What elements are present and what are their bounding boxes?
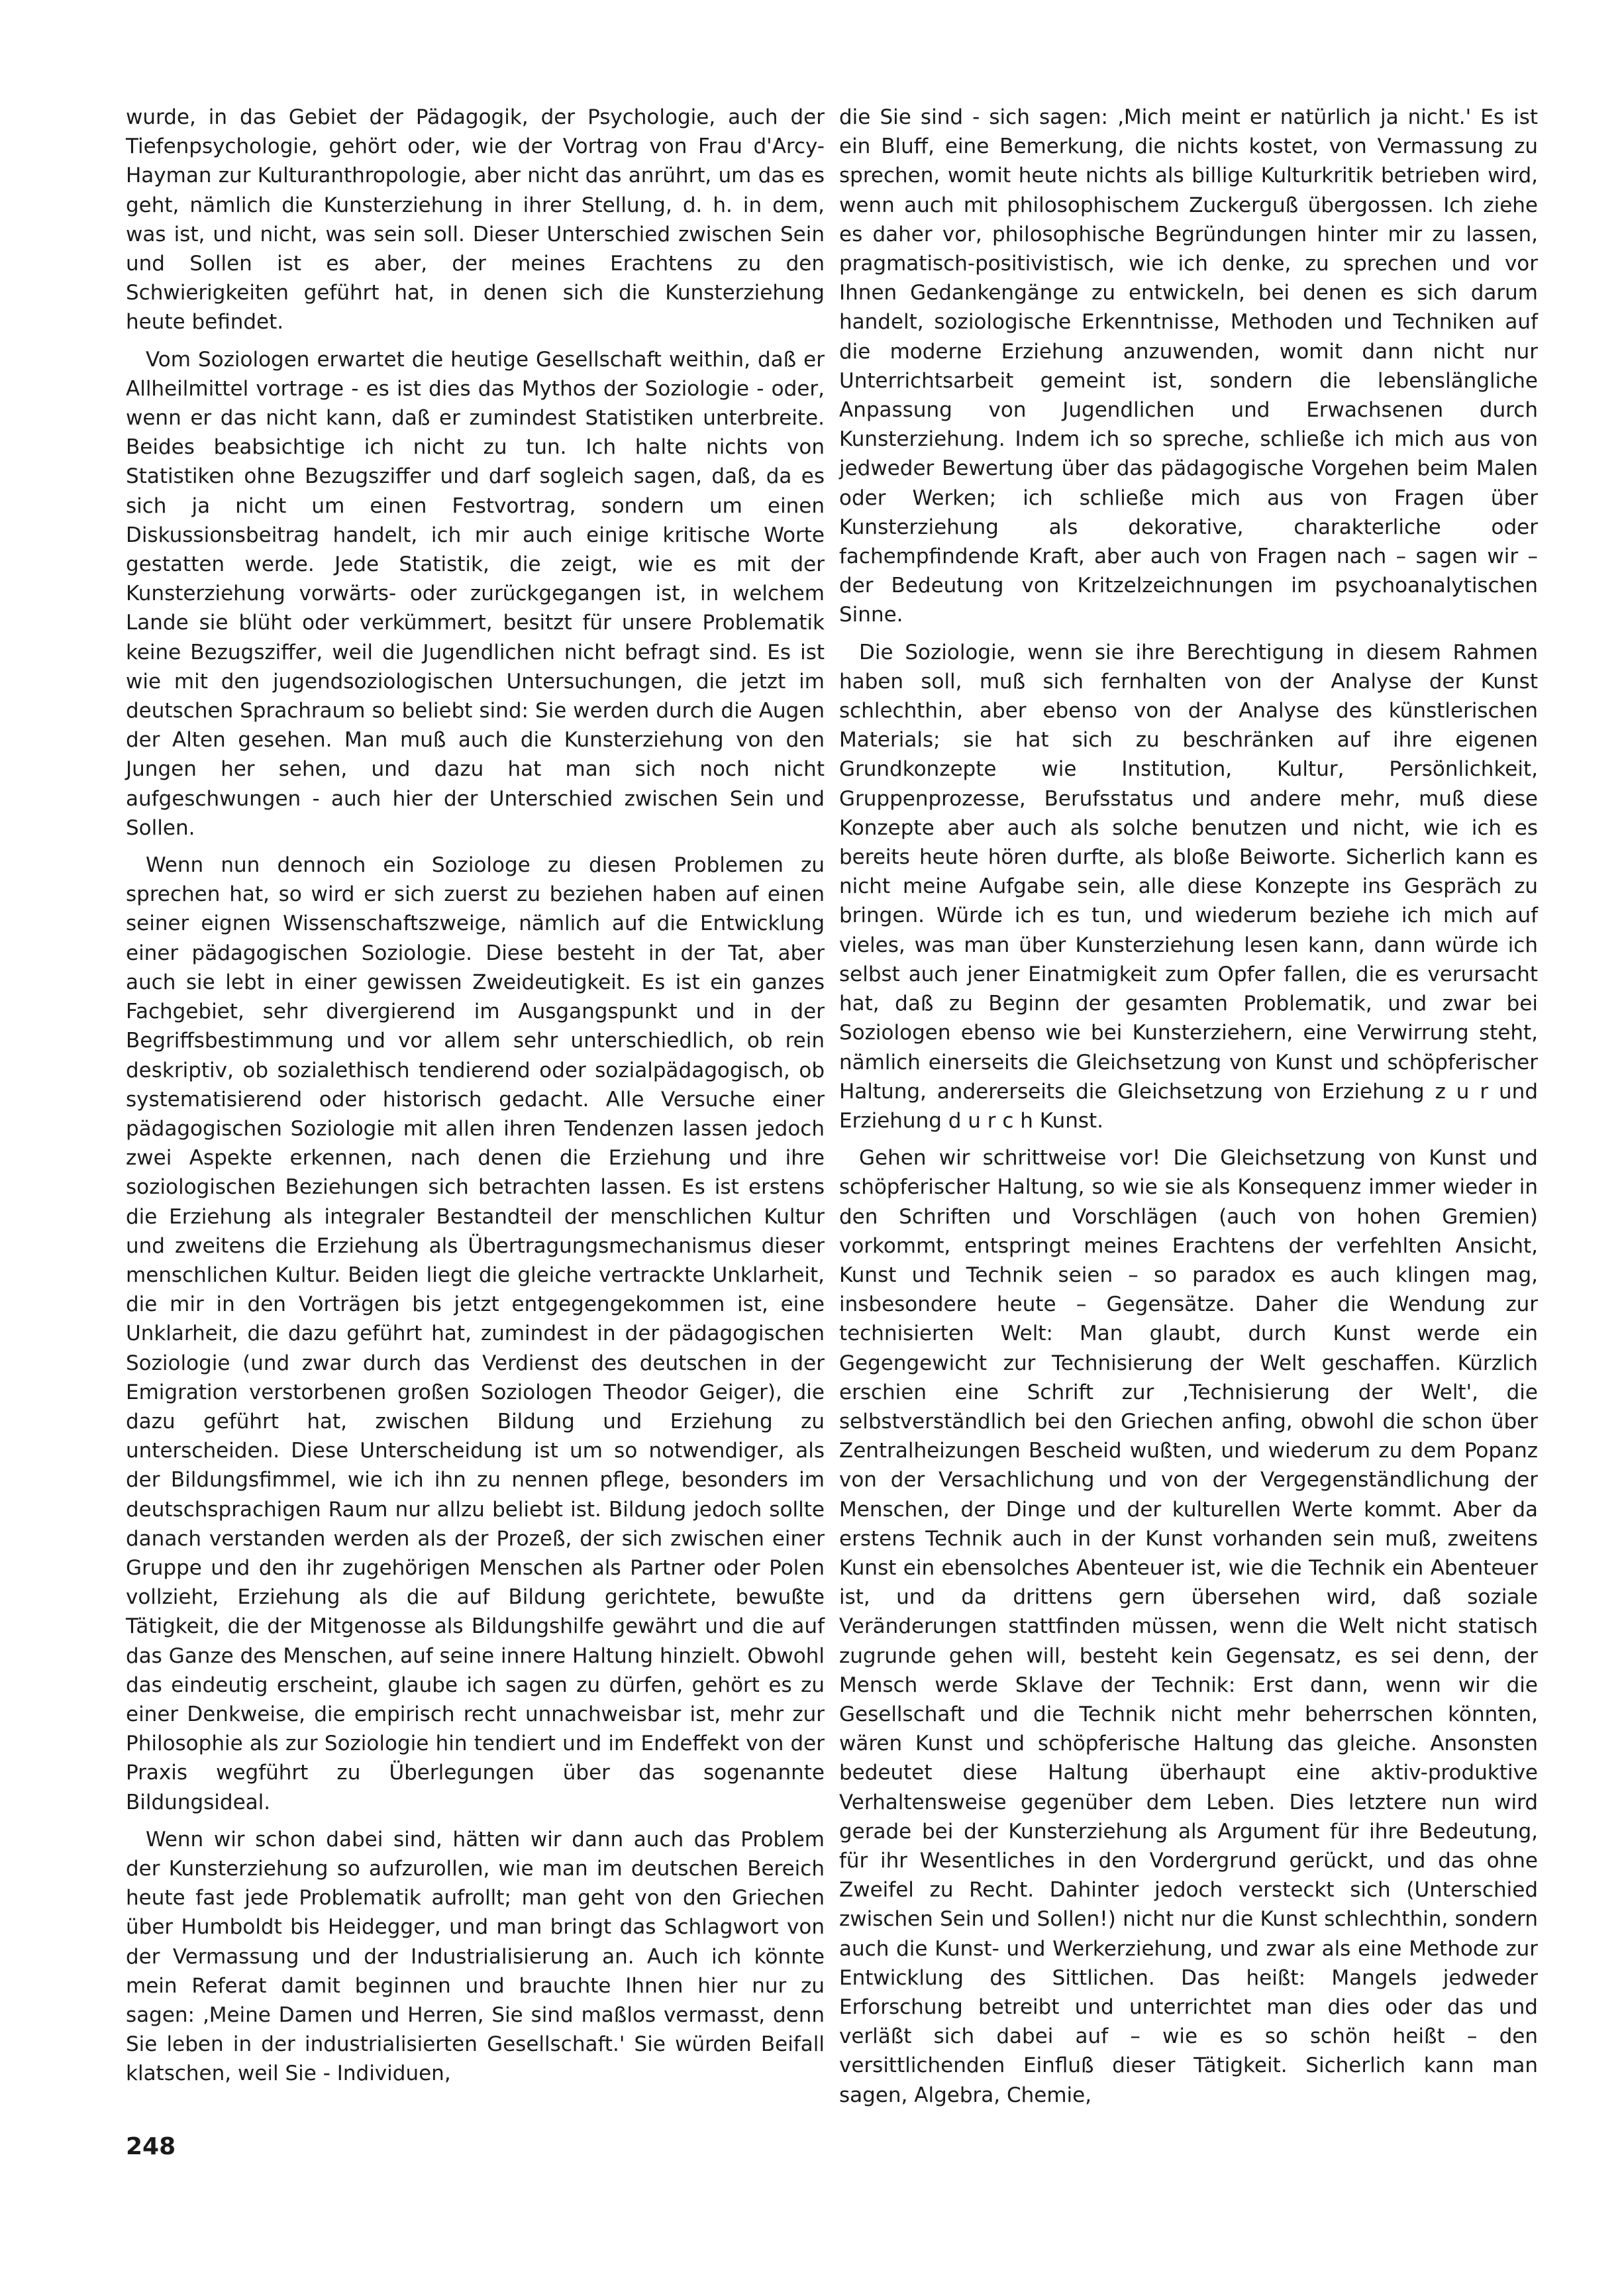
- left-paragraph-3: Wenn nun dennoch ein Soziologe zu diesen Problemen zu sprechen hat, so wird er sich zuerst zu beziehen haben auf einen seiner eignen Wissenschaftszweige, nämlich auf die Entwicklung einer pädagogischen Soziologie. Diese besteht in der Tat, aber auch sie lebt in einer gewissen Zweideutigkeit. Es ist ein ganzes Fachgebiet, sehr divergierend im Ausgangspunkt und in der Begriffsbestimmung und vor allem sehr unterschiedlich, ob rein deskriptiv, ob sozialethisch tendierend oder sozialpädagogisch, ob systematisierend oder historisch gedacht. Alle Versuche einer pädagogischen Soziologie mit allen ihren Tendenzen lassen jedoch zwei Aspekte erkennen, nach denen die Erziehung und ihre soziologischen Beziehungen sich betrachten lassen. Es ist erstens die Erziehung als integraler Bestandteil der menschlichen Kultur und zweitens die Erziehung als Übertragungsmechanismus dieser menschlichen Kultur. Beiden liegt die gleiche vertrackte Unklarheit, die mir in den Vorträgen bis jetzt entgegengekommen ist, eine Unklarheit, die dazu geführt hat, zumindest in der pädagogischen Soziologie (und zwar durch das Verdienst des deutschen in der Emigration verstorbenen großen Soziologen Theodor Geiger), die dazu geführt hat, zwischen Bildung und Erziehung zu unterscheiden. Diese Unterscheidung ist um so notwendiger, als der Bildungsfimmel, wie ich ihn zu nennen pflege, besonders im deutschsprachigen Raum nur allzu beliebt ist. Bildung jedoch sollte danach verstanden werden als der Prozeß, der sich zwischen einer Gruppe und den ihr zugehörigen Menschen als Partner oder Polen vollzieht, Erziehung als die auf Bildung gerichtete, bewußte Tätigkeit, die der Mitgenosse als Bildungshilfe gewährt und die auf das Ganze des Menschen, auf seine innere Haltung hinzielt. Obwohl das eindeutig erscheint, glaube ich sagen zu dürfen, gehört es zu einer Denkweise, die empirisch recht unnachweisbar ist, mehr zur Philosophie als zur Soziologie hin tendiert und im Endeffekt von der Praxis wegführt zu Überlegungen über das sogenannte Bildungsideal.: [126, 853, 825, 1814]
- left-paragraph-4: Wenn wir schon dabei sind, hätten wir dann auch das Problem der Kunsterziehung so aufzurollen, wie man im deutschen Bereich heute fast jede Problematik aufrollt; man geht von den Griechen über Humboldt bis Heidegger, und man bringt das Schlagwort von der Vermassung und der Industrialisierung an. Auch ich könnte mein Referat damit beginnen und brauchte Ihnen hier nur zu sagen: ‚Meine Damen und Herren, Sie sind maßlos vermasst, denn Sie leben in der industrialisierten Gesellschaft.' Sie würden Beifall klatschen, weil Sie - Individuen,: [126, 1827, 825, 2086]
- page-number: 248: [126, 2133, 176, 2160]
- right-column: [839, 103, 1538, 2110]
- right-paragraph-1: die Sie sind - sich sagen: ‚Mich meint er natürlich ja nicht.' Es ist ein Bluff, eine Bemerkung, die nichts kostet, von Vermassung zu sprechen, womit heute nichts als billige Kulturkritik betrieben wird, wenn auch mit philosophischem Zuckerguß übergossen. Ich ziehe es daher vor, philosophische Begründungen hinter mir zu lassen, pragmatisch-positivistisch, wie ich denke, zu sprechen und vor Ihnen Gedankengänge zu entwickeln, bei denen es sich darum handelt, soziologische Erkenntnisse, Methoden und Techniken auf die moderne Erziehung anzuwenden, womit dann nicht nur Unterrichtsarbeit gemeint ist, sondern die lebenslängliche Anpassung von Jugendlichen und Erwachsenen durch Kunsterziehung. Indem ich so spreche, schließe ich mich aus von jedweder Bewertung über das pädagogische Vorgehen beim Malen oder Werken; ich schließe mich aus von Fragen über Kunsterziehung als dekorative, charakterliche oder fachempfindende Kraft, aber auch von Fragen nach – sagen wir – der Bedeutung von Kritzelzeichnungen im psychoanalytischen Sinne.: [839, 105, 1538, 627]
- left-column: [126, 103, 825, 2089]
- right-paragraph-2: Die Soziologie, wenn sie ihre Berechtigung in diesem Rahmen haben soll, muß sich fernhalten von der Analyse der Kunst schlechthin, aber ebenso von der Analyse des künstlerischen Materials; sie hat sich zu beschränken auf ihre eigenen Grundkonzepte wie Institution, Kultur, Persönlichkeit, Gruppenprozesse, Berufsstatus und andere mehr, muß diese Konzepte aber auch als solche benutzen und nicht, wie ich es bereits heute hören durfte, als bloße Beiworte. Sicherlich kann es nicht meine Aufgabe sein, alle diese Konzepte ins Gespräch zu bringen. Würde ich es tun, und wiederum beziehe ich mich auf vieles, was man über Kunsterziehung lesen kann, dann würde ich selbst auch jener Einatmigkeit zum Opfer fallen, die es verursacht hat, daß zu Beginn der gesamten Problematik, und zwar bei Soziologen ebenso wie bei Kunsterziehern, eine Verwirrung steht, nämlich einerseits die Gleichsetzung von Kunst und schöpferischer Haltung, andererseits die Gleichsetzung von Erziehung z u r und Erziehung d u r c h Kunst.: [839, 640, 1538, 1133]
- left-paragraph-1: wurde, in das Gebiet der Pädagogik, der Psychologie, auch der Tiefenpsychologie, gehört oder, wie der Vortrag von Frau d'Arcy-Hayman zur Kulturanthropologie, aber nicht das anrührt, um das es geht, nämlich die Kunsterziehung in ihrer Stellung, d. h. in dem, was ist, und nicht, was sein soll. Dieser Unterschied zwischen Sein und Sollen ist es aber, der meines Erachtens zu den Schwierigkeiten geführt hat, in denen sich die Kunsterziehung heute befindet.: [126, 105, 825, 335]
- left-paragraph-2: Vom Soziologen erwartet die heutige Gesellschaft weithin, daß er Allheilmittel vortrage - es ist dies das Mythos der Soziologie - oder, wenn er das nicht kann, daß er zumindest Statistiken unterbreite. Beides beabsichtige ich nicht zu tun. Ich halte nichts von Statistiken ohne Bezugsziffer und darf sogleich sagen, daß, da es sich ja nicht um einen Festvortrag, sondern um einen Diskussionsbeitrag handelt, ich mir auch einige kritische Worte gestatten werde. Jede Statistik, die zeigt, wie es mit der Kunsterziehung vorwärts- oder zurückgegangen ist, in welchem Lande sie blüht oder verkümmert, besitzt für unsere Problematik keine Bezugsziffer, weil die Jugendlichen nicht befragt sind. Es ist wie mit den jugendsoziologischen Untersuchungen, die jetzt im deutschen Sprachraum so beliebt sind: Sie werden durch die Augen der Alten gesehen. Man muß auch die Kunsterziehung von den Jungen her sehen, und dazu hat man sich noch nicht aufgeschwungen - auch hier der Unterschied zwischen Sein und Sollen.: [126, 347, 825, 840]
- right-paragraph-3: Gehen wir schrittweise vor! Die Gleichsetzung von Kunst und schöpferischer Haltung, so wie sie als Konsequenz immer wieder in den Schriften und Vorschlägen (auch von hohen Gremien) vorkommt, entspringt meines Erachtens der verfehlten Ansicht, Kunst und Technik seien – so paradox es auch klingen mag, insbesondere heute – Gegensätze. Daher die Wendung zur technisierten Welt: Man glaubt, durch Kunst werde ein Gegengewicht zur Technisierung der Welt geschaffen. Kürzlich erschien eine Schrift zur ‚Technisierung der Welt', die selbstverständlich bei den Griechen anfing, obwohl die schon über Zentralheizungen Bescheid wußten, und wiederum zu dem Popanz von der Versachlichung und von der Vergegenständlichung der Menschen, der Dinge und der kulturellen Werte kommt. Aber da erstens Technik auch in der Kunst vorhanden sein muß, zweitens Kunst ein ebensolches Abenteuer ist, wie die Technik ein Abenteuer ist, und da drittens gern übersehen wird, daß soziale Veränderungen stattfinden müssen, wenn die Welt nicht statisch zugrunde gehen will, besteht kein Gegensatz, es sei denn, der Mensch werde Sklave der Technik: Erst dann, wenn wir die Gesellschaft und die Technik nicht mehr beherrschen könnten, wären Kunst und schöpferische Haltung das gleiche. Ansonsten bedeutet diese Haltung überhaupt eine aktiv-produktive Verhaltensweise gegenüber dem Leben. Dies letztere nun wird gerade bei der Kunsterziehung als Argument für ihre Bedeutung, für ihr Wesentliches in den Vordergrund gerückt, und das ohne Zweifel zu Recht. Dahinter jedoch versteckt sich (Unterschied zwischen Sein und Sollen!) nicht nur die Kunst schlechthin, sondern auch die Kunst- und Werkerziehung, und zwar als eine Methode zur Entwicklung des Sittlichen. Das heißt: Mangels jedweder Erforschung betreibt und unterrichtet man dies oder das und verläßt sich dabei auf – wie es so schön heißt – den versittlichenden Einfluß dieser Tätigkeit. Sicherlich kann man sagen, Algebra, Chemie,: [839, 1146, 1538, 2107]
